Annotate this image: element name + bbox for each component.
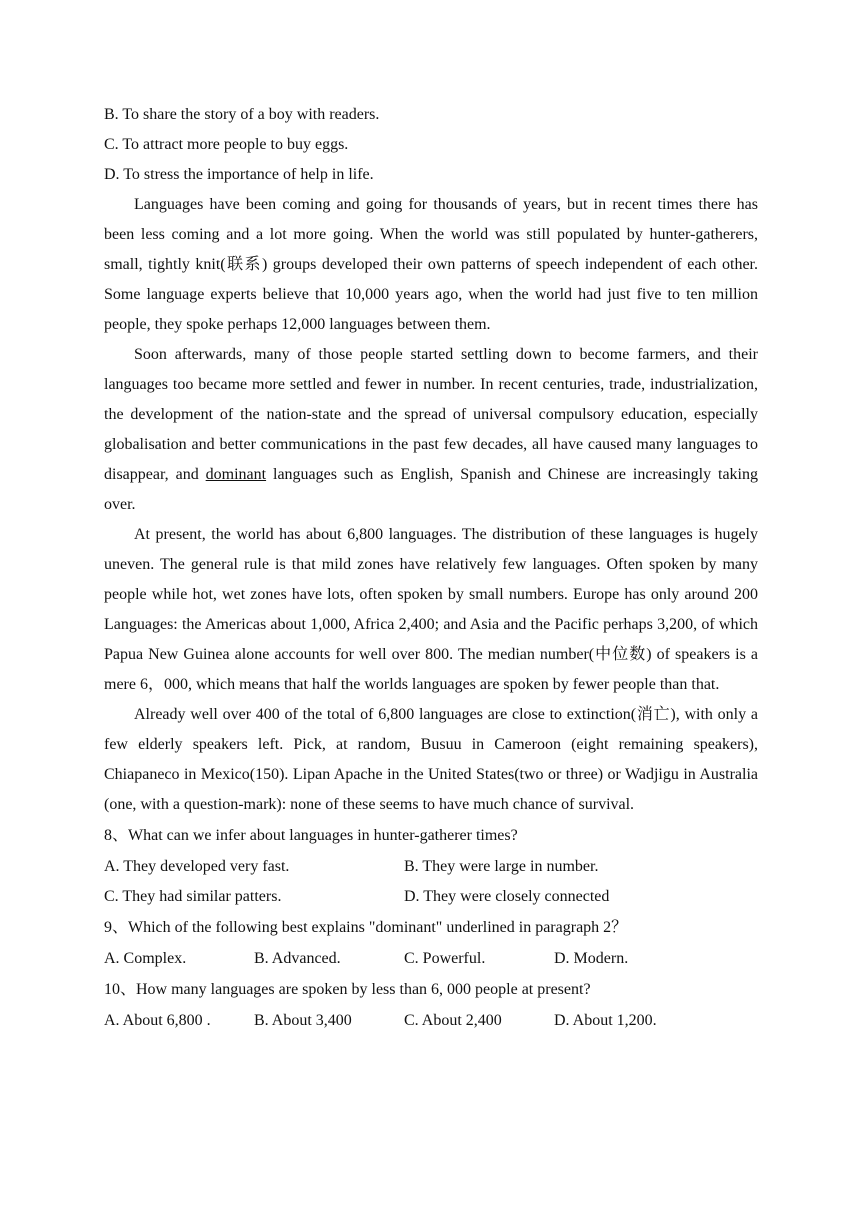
- option-row: [104, 944, 758, 974]
- option-d: D. They were closely connected: [404, 888, 610, 905]
- option-c: C. About 2,400: [404, 1012, 502, 1029]
- option-d: D. About 1,200.: [554, 1012, 657, 1029]
- question-stem: 10、How many languages are spoken by less than 6, 000 people at present?: [104, 981, 591, 998]
- option-a: A. Complex.: [104, 950, 187, 967]
- paragraph-1: Languages have been coming and going for thousands of years, but in recent times there has been less coming and a lot more going. When the world was still populated by hunter-gatherers, small, tightly knit(联系) groups developed their own patterns of speech independent of each other. Some language experts believe that 10,000 years ago, when the world had just five to ten million people, they spoke perhaps 12,000 languages between them.: [104, 196, 758, 333]
- page-content: [104, 100, 758, 1036]
- paragraph-2-after: languages such as English, Spanish and Chinese are increasingly taking over.: [104, 466, 759, 513]
- option-row: [104, 1006, 758, 1036]
- prev-option-d: D. To stress the importance of help in life.: [104, 166, 374, 183]
- question-8: [104, 820, 758, 912]
- option-row: [104, 882, 758, 912]
- question-stem: 9、Which of the following best explains "dominant" underlined in paragraph 2？: [104, 919, 628, 936]
- option-b: B. About 3,400: [254, 1012, 352, 1029]
- option-c: C. Powerful.: [404, 950, 486, 967]
- question-9: [104, 912, 758, 974]
- question-10: [104, 974, 758, 1036]
- paragraph-3: At present, the world has about 6,800 languages. The distribution of these languages is hugely uneven. The general rule is that mild zones have relatively few languages. Often spoken by many people while hot, wet zones have lots, often spoken by small numbers. Europe has only around 200 Languages: the Americas about 1,000, Africa 2,400; and Asia and the Pacific perhaps 3,200, of which Papua New Guinea alone accounts for well over 800. The median number(中位数) of speakers is a mere 6，000, which means that half the worlds languages are spoken by fewer people than that.: [104, 526, 758, 693]
- option-row: [104, 852, 758, 882]
- paragraph-4: Already well over 400 of the total of 6,800 languages are close to extinction(消亡), with only a few elderly speakers left. Pick, at random, Busuu in Cameroon (eight remaining speakers), Chiapaneco in Mexico(150). Lipan Apache in the United States(two or three) or Wadjigu in Australia (one, with a question-mark): none of these seems to have much chance of survival.: [104, 706, 758, 813]
- option-c: C. They had similar patters.: [104, 888, 282, 905]
- prev-option-b: B. To share the story of a boy with readers.: [104, 106, 380, 123]
- option-d: D. Modern.: [554, 950, 629, 967]
- prev-option-c: C. To attract more people to buy eggs.: [104, 136, 349, 153]
- option-b: B. They were large in number.: [404, 858, 599, 875]
- option-a: A. About 6,800 .: [104, 1012, 211, 1029]
- paragraph-2: [104, 340, 758, 520]
- paragraph-2-before: Soon afterwards, many of those people started settling down to become farmers, and their languages too became more settled and fewer in number. In recent centuries, trade, industrialization, the development of the nation-state and the spread of universal compulsory education, especially globalisation and better communications in the past few decades, all have caused many languages to disappear, and: [104, 346, 758, 483]
- option-a: A. They developed very fast.: [104, 858, 290, 875]
- underlined-word-dominant: dominant: [205, 466, 267, 483]
- option-b: B. Advanced.: [254, 950, 341, 967]
- question-stem: 8、What can we infer about languages in hunter-gatherer times?: [104, 827, 518, 844]
- reading-passage: [104, 190, 758, 820]
